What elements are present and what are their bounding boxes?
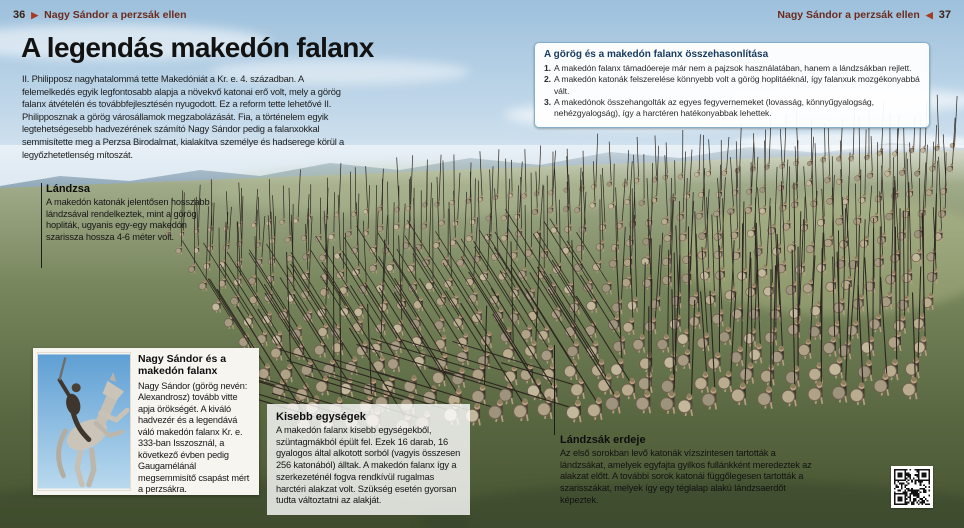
lance-forest-leader-line (554, 345, 555, 435)
statue-illustration (38, 353, 130, 490)
lance-callout-title: Lándzsa (46, 183, 91, 195)
comparison-item-2-number: 2. (544, 74, 551, 85)
page-title: A legendás makedón falanx (21, 32, 374, 63)
comparison-item-2-text: A makedón katonák felszerelése könnyebb volt a görög hoplitáéknál, így falanxuk mozgékonyabbá vált. (553, 74, 920, 96)
running-head-right (777, 9, 951, 21)
comparison-item-2 (544, 74, 920, 97)
lance-callout-text: A makedón katonák jelentősen hosszabb lándzsával rendelkeztek, mint a görög hopliták, ugyanis egy-egy makedón szarissza hossza 4-6 méter volt. (46, 197, 210, 243)
smaller-units-box (267, 404, 470, 515)
running-head-left-title: Nagy Sándor a perzsák ellen (44, 9, 187, 21)
alexander-box-text: Nagy Sándor (görög nevén: Alexandrosz) tovább vitte apja örökségét. A kiváló hadvezér és a legendává váló makedón falanx Kr. e. 333-ban Isszosznál, a következő évben pedig Gaugamélánál megsemmisítő csapást mért a perzsákra. (138, 380, 250, 495)
comparison-item-3-number: 3. (544, 97, 551, 108)
alexander-box (33, 348, 259, 495)
lance-callout (46, 183, 220, 244)
lance-forest-callout (560, 434, 812, 507)
alexander-box-title: Nagy Sándor és a makedón falanx (138, 353, 227, 378)
alexander-statue-photo (37, 352, 131, 491)
running-head-right-title: Nagy Sándor a perzsák ellen (777, 9, 920, 21)
comparison-item-1-number: 1. (544, 63, 551, 73)
comparison-box (534, 42, 930, 128)
comparison-item-3-text: A makedónok összehangolták az egyes fegyvernemeket (lovasság, könnyűgyalogság, nehézgyalogság), így a harctéren hatékonyabbak lehettek. (553, 97, 874, 119)
page-number-left: 36 (13, 9, 26, 21)
running-head-left (13, 9, 187, 21)
arrow-left-icon: ◀ (925, 9, 933, 20)
comparison-item-1 (544, 63, 920, 74)
page-number-right: 37 (938, 9, 951, 21)
intro-paragraph: II. Philipposz nagyhatalommá tette Makedóniát a Kr. e. 4. században. A felemelkedés egyik legfontosabb alapja a növekvő katonai erő volt, mely a görög falanx átvételén és továbbfejlesztésén nyugodott. Ez a reform tette lehetővé II. Philipposznak a görög városállamok megzabolázását. Fia, a történelem egyik legtehetségesebb hadvezérének számító Nagy Sándor pedig a falanxokkal semmisítette meg a Perzsa Birodalmat, kialakítva személye és hadserege körül a legyőzhetetlenség mítoszát. (22, 73, 345, 160)
comparison-item-3 (544, 97, 920, 120)
lance-forest-title: Lándzsák erdeje (560, 434, 646, 446)
arrow-right-icon: ▶ (31, 9, 39, 20)
smaller-units-text: A makedón falanx kisebb egységekből, szüntagmákból épült fel. Ezek 16 darab, 16 gyalogos által alkotott sorból (vagyis összesen 256 katonából) álltak. A makedón falanx így a szerkezeténél fogva rendkívül rugalmas harctéri alakzat volt. Szükség esetén gyorsan tudta változtatni az alakját. (276, 425, 461, 506)
lance-forest-text: Az első sorokban levő katonák vízszintesen tartották a lándzsákat, amelyek egyfajta gyilkos fullánkként meredeztek az alakzat előtt. A további sorok katonái függőlegesen tartották a szarisszákat, melyek így egy téglalap alakú lándzsaerdőt képeztek. (560, 448, 812, 505)
lance-callout-leader-line (41, 183, 42, 268)
smaller-units-title: Kisebb egységek (276, 411, 366, 423)
qr-code-pattern (894, 469, 930, 505)
qr-code (891, 466, 933, 508)
alexander-box-content (138, 352, 255, 495)
comparison-item-1-text: A makedón falanx támadóereje már nem a pajzsok használatában, hanem a lándzsákban rejlett. (553, 63, 912, 73)
comparison-box-title: A görög és a makedón falanx összehasonlítása (544, 49, 769, 60)
